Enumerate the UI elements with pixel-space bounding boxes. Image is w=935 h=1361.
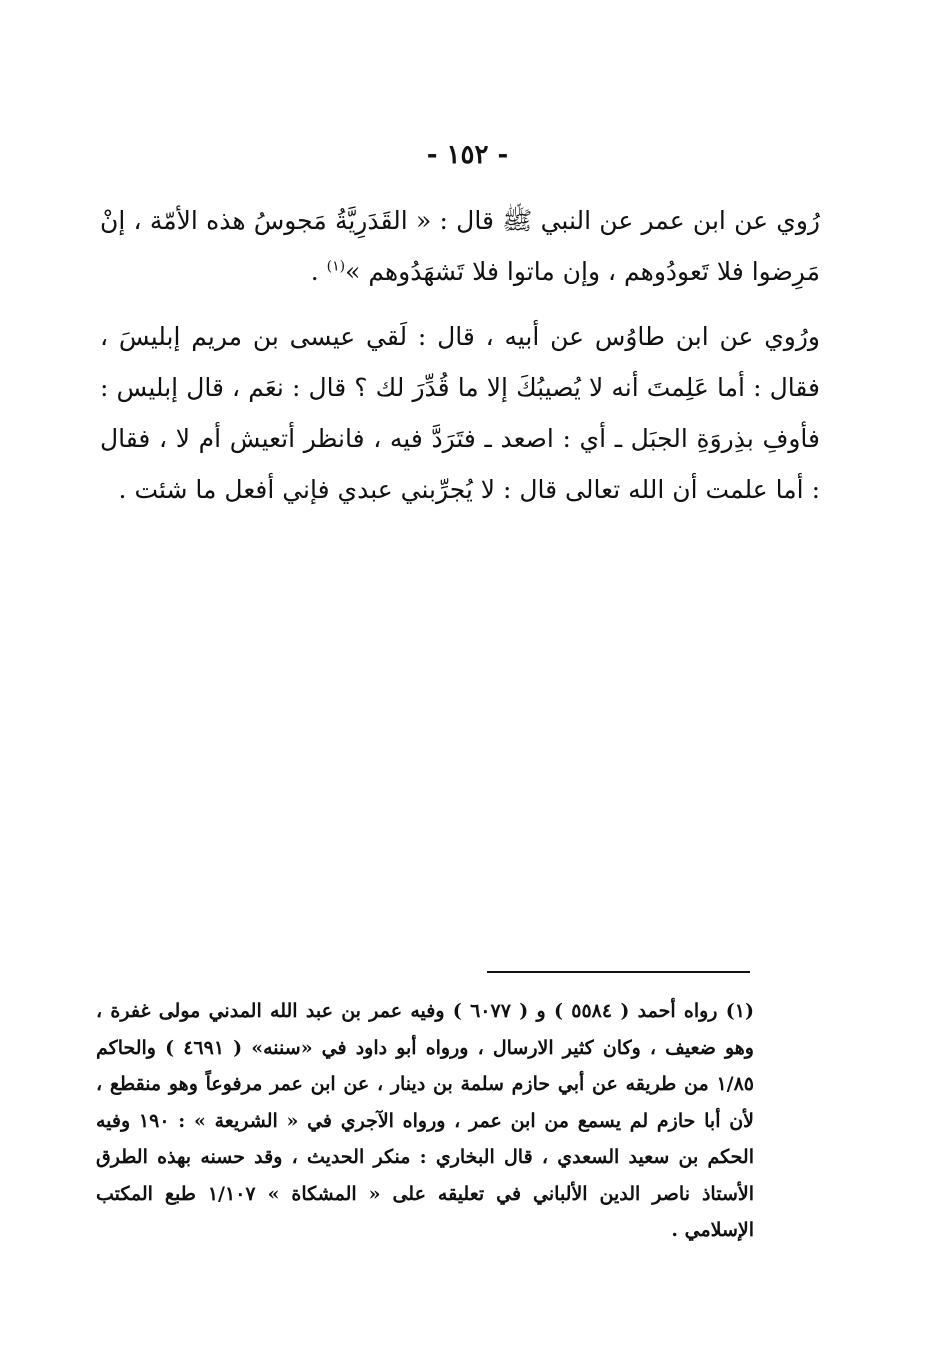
page-number: - ١٥٢ - [426,140,509,170]
footnotes-section [96,993,754,1249]
narration-paragraph: ورُوي عن ابن طاوُس عن أبيه ، قال : لَقي عيسى بن مريم إبليسَ ، فقال : أما عَلِمتَ أنه لا يُصيبُكَ إلا ما قُدِّرَ لك ؟ قال : نعَم ، قال إبليس : فأوفِ بذِروَةِ الجبَل ـ أي : اصعد ـ فتَرَدَّ فيه ، فانظر أتعيش أم لا ، فقال : أما علمت أن الله تعالى قال : لا يُجرِّبني عبدي فإني أفعل ما شئت . [100,322,820,504]
paragraph-end-mark: . [310,257,327,286]
footnote-divider [487,971,750,973]
footnote-reference: (١) [326,258,346,275]
hadith-text: رُوي عن ابن عمر عن النبي ﷺ قال : « القَدَرِيَّةُ مَجوسُ هذه الأمّة ، إنْ مَرِضوا فلا تَعودُوهم ، وإن ماتوا فلا تَشهَدُوهم » [100,206,820,286]
footnote-1: (١) رواه أحمد ( ٥٥٨٤ ) و ( ٦٠٧٧ ) وفيه عمر بن عبد الله المدني مولى غفرة ، وهو ضعيف ، وكان كثير الارسال ، ورواه أبو داود في «سننه» ( ٤٦٩١ ) والحاكم ١/٨٥ من طريقه عن أبي حازم سلمة بن دينار ، عن ابن عمر مرفوعاً وهو منقطع ، لأن أبا حازم لم يسمع من ابن عمر ، ورواه الآجري في « الشريعة » : ١٩٠ وفيه الحكم بن سعيد السعدي ، قال البخاري : منكر الحديث ، وقد حسنه بهذه الطرق الأستاذ ناصر الدين الألباني في تعليقه على « المشكاة » ١/١٠٧ طبع المكتب الإسلامي . [96,1000,754,1241]
main-text [100,195,820,515]
hadith-paragraph [100,195,820,297]
